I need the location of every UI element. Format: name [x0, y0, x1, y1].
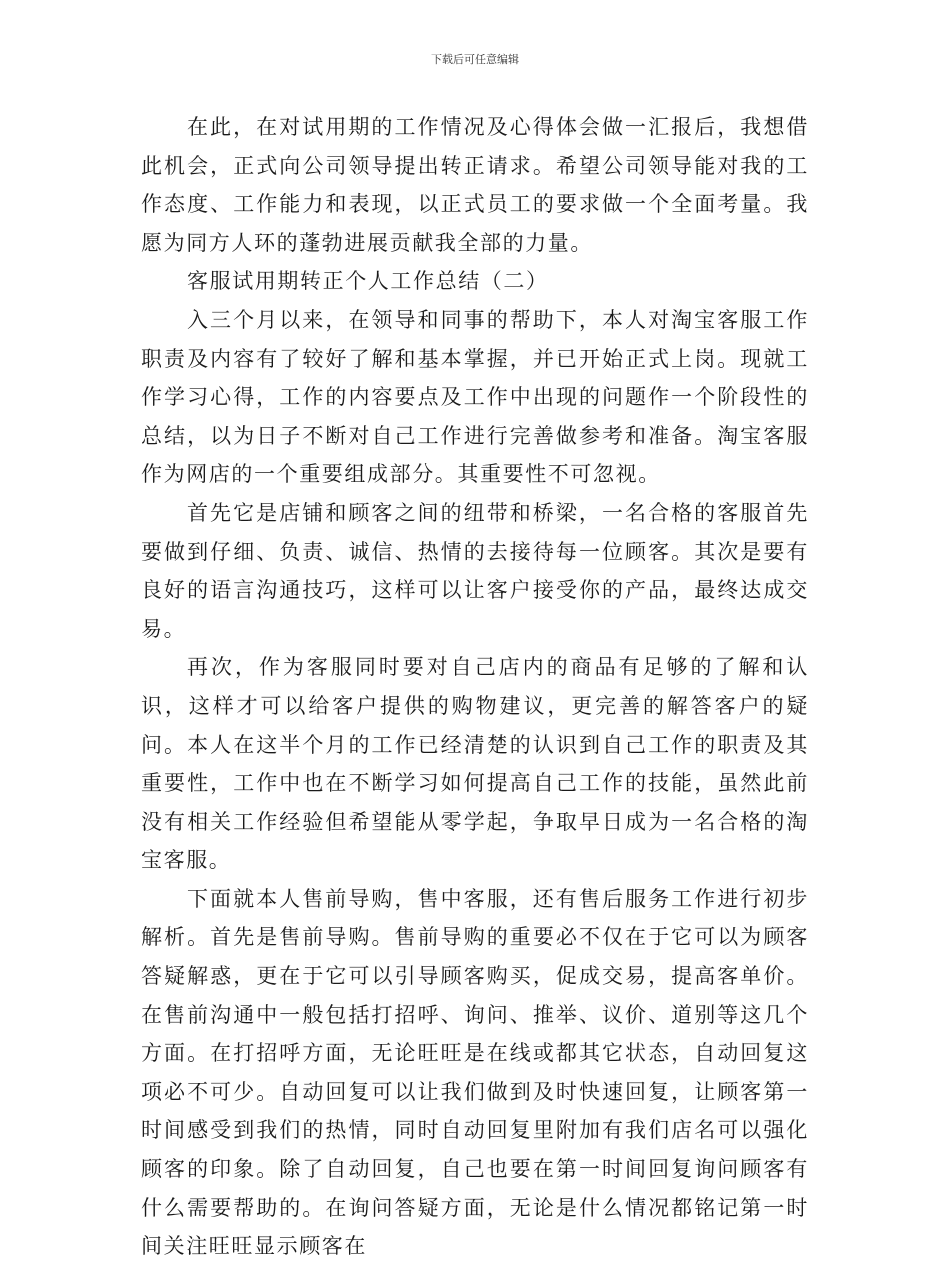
paragraph-role-importance: 首先它是店铺和顾客之间的纽带和桥梁，一名合格的客服首先要做到仔细、负责、诚信、热情的去接待每一位顾客。其次是要有良好的语言沟通技巧，这样可以让客户接受你的产品，最终达成交易。	[141, 500, 809, 641]
paragraph-presales-analysis: 下面就本人售前导购，售中客服，还有售后服务工作进行初步解析。首先是售前导购。售前导购的重要必不仅在于它可以为顾客答疑解惑，更在于它可以引导顾客购买，促成交易，提高客单价。在售前沟通中一般包括打招呼、询问、推举、议价、道别等这几个方面。在打招呼方面，无论旺旺是在线或都其它状态，自动回复这项必不可少。自动回复可以让我们做到及时快速回复，让顾客第一时间感受到我们的热情，同时自动回复里附加有我们店名可以强化顾客的印象。除了自动回复，自己也要在第一时间回复询问顾客有什么需要帮助的。在询问答疑方面，无论是什么情况都铭记第一时间关注旺旺显示顾客在	[141, 886, 809, 1259]
paragraph-intro: 入三个月以来，在领导和同事的帮助下，本人对淘宝客服工作职责及内容有了较好了解和基本掌握，并已开始正式上岗。现就工作学习心得，工作的内容要点及工作中出现的问题作一个阶段性的总结，以为日子不断对自己工作进行完善做参考和准备。淘宝客服作为网店的一个重要组成部分。其重要性不可忽视。	[141, 307, 809, 487]
page-header: 下载后可任意编辑	[431, 53, 519, 66]
paragraph-product-knowledge: 再次，作为客服同时要对自己店内的商品有足够的了解和认识，这样才可以给客户提供的购物建议，更完善的解答客户的疑问。本人在这半个月的工作已经清楚的认识到自己工作的职责及其重要性，工作中也在不断学习如何提高自己工作的技能，虽然此前没有相关工作经验但希望能从零学起，争取早日成为一名合格的淘宝客服。	[141, 655, 809, 873]
paragraph-transfer-request: 在此，在对试用期的工作情况及心得体会做一汇报后，我想借此机会，正式向公司领导提出转正请求。希望公司领导能对我的工作态度、工作能力和表现，以正式员工的要求做一个全面考量。我愿为同方人环的蓬勃进展贡献我全部的力量。	[141, 115, 809, 255]
document-body	[141, 108, 809, 1266]
section-heading: 客服试用期转正个人工作总结（二）	[187, 269, 549, 294]
